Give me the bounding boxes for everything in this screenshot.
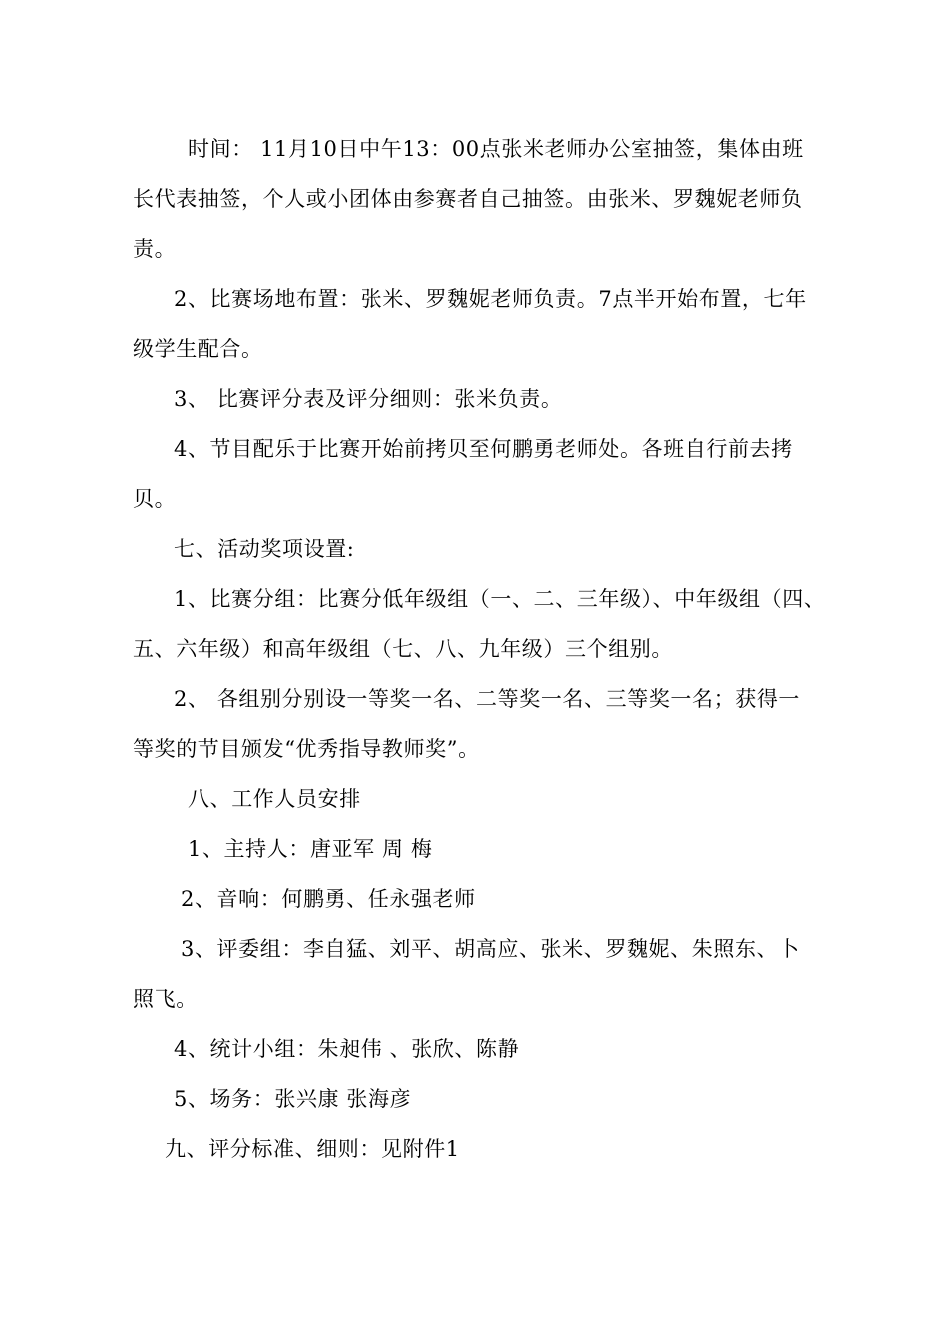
heading-awards: 七、活动奖项设置: <box>174 537 355 561</box>
item-venue-line-2: 级学生配合。 <box>133 337 263 361</box>
heading-staff: 八、工作人员安排 <box>188 787 361 811</box>
item-prizes-line-2: 等奖的节目颁发“优秀指导教师奖”。 <box>133 737 480 761</box>
item-sound: 2、音响：何鹏勇、任永强老师 <box>181 887 476 911</box>
item-music-line-2: 贝。 <box>133 487 177 511</box>
item-prizes-line-1: 2、 各组别分别设一等奖一名、二等奖一名、三等奖一名；获得一 <box>174 687 801 711</box>
item-groups-line-2: 五、六年级）和高年级组（七、八、九年级）三个组别。 <box>133 637 673 661</box>
item-judges-line-2: 照飞。 <box>133 987 198 1011</box>
item-scoring-sheet: 3、 比赛评分表及评分细则：张米负责。 <box>174 387 563 411</box>
item-field-staff: 5、场务：张兴康 张海彦 <box>174 1087 412 1111</box>
item-judges-line-1: 3、评委组：李自猛、刘平、胡高应、张米、罗魏妮、朱照东、卜 <box>181 937 800 961</box>
paragraph-time-line-1: 时间： 11月10日中午13：00点张米老师办公室抽签，集体由班 <box>188 137 804 161</box>
heading-scoring-criteria: 九、评分标准、细则：见附件1 <box>165 1137 460 1161</box>
item-groups-line-1: 1、比赛分组：比赛分低年级组（一、二、三年级）、中年级组（四、 <box>174 587 826 611</box>
item-statistics: 4、统计小组：朱昶伟 、张欣、陈静 <box>174 1037 520 1061</box>
item-music-line-1: 4、节目配乐于比赛开始前拷贝至何鹏勇老师处。各班自行前去拷 <box>174 437 793 461</box>
paragraph-time-line-2: 长代表抽签，个人或小团体由参赛者自己抽签。由张米、罗魏妮老师负 <box>133 187 803 211</box>
item-hosts: 1、主持人：唐亚军 周 梅 <box>188 837 433 861</box>
paragraph-time-line-3: 责。 <box>133 237 177 261</box>
item-venue-line-1: 2、比赛场地布置：张米、罗魏妮老师负责。7点半开始布置，七年 <box>174 287 807 311</box>
